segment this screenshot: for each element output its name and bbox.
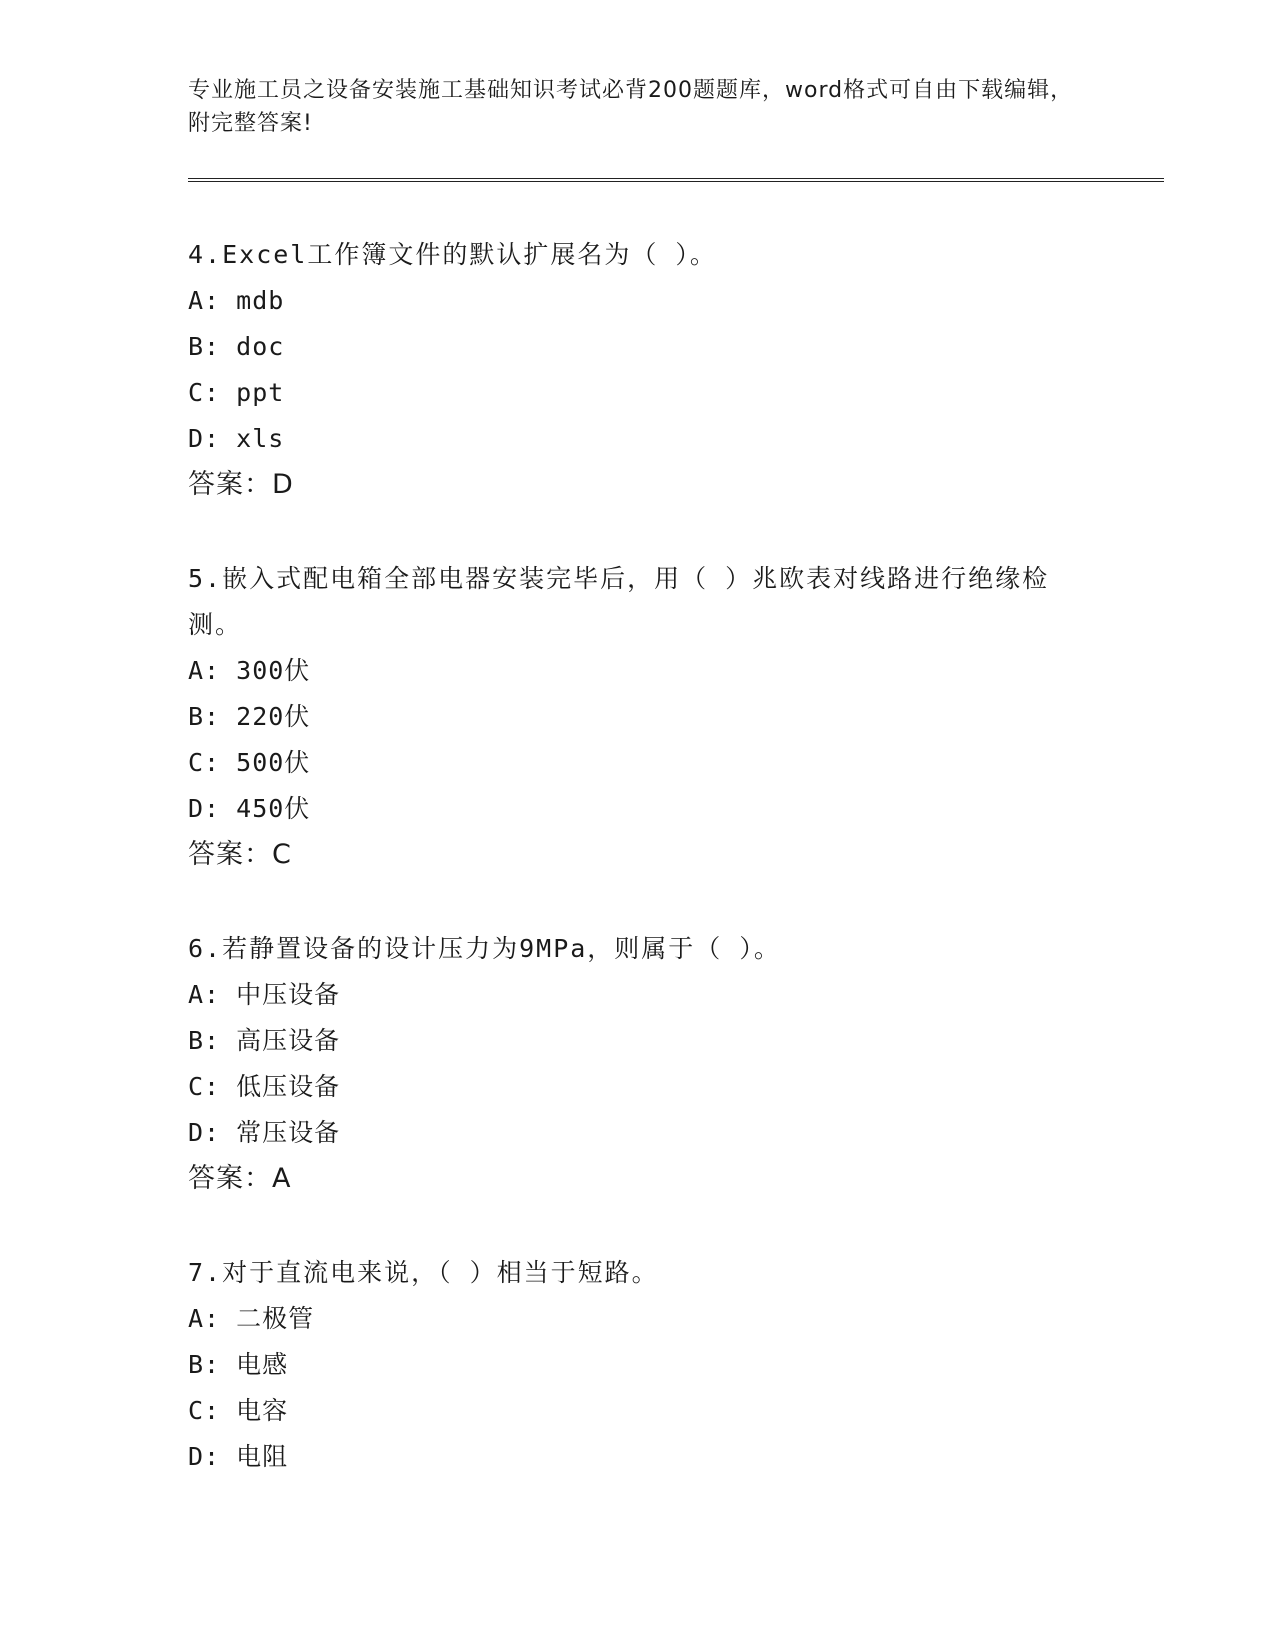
document-header [188,74,1088,140]
option-c: C: ppt [188,378,285,407]
question-5 [188,556,1088,878]
option-a: A: 中压设备 [188,980,341,1009]
question-text: 4.Excel工作簿文件的默认扩展名为（ ）。 [188,240,717,269]
option-b: B: 电感 [188,1350,289,1379]
answer: 答案：C [188,839,292,870]
option-b: B: 220伏 [188,702,311,731]
option-d: D: 电阻 [188,1442,289,1471]
question-text: 7.对于直流电来说，（ ）相当于短路。 [188,1258,659,1287]
header-title: 专业施工员之设备安装施工基础知识考试必背200题题库，word格式可自由下载编辑，附完整答案! [188,78,1074,136]
header-divider [188,178,1164,182]
question-4 [188,232,1088,508]
answer: 答案：A [188,1163,292,1194]
option-d: D: xls [188,424,285,453]
option-d: D: 450伏 [188,794,311,823]
question-text: 5.嵌入式配电箱全部电器安装完毕后，用（ ）兆欧表对线路进行绝缘检测。 [188,564,1050,639]
question-6 [188,926,1088,1202]
question-list [188,232,1088,1528]
option-d: D: 常压设备 [188,1118,341,1147]
option-b: B: doc [188,332,285,361]
option-c: C: 电容 [188,1396,289,1425]
option-b: B: 高压设备 [188,1026,341,1055]
option-a: A: 二极管 [188,1304,315,1333]
question-7 [188,1250,1088,1480]
question-text: 6.若静置设备的设计压力为9MPa，则属于（ ）。 [188,934,781,963]
option-a: A: mdb [188,286,285,315]
option-a: A: 300伏 [188,656,311,685]
option-c: C: 500伏 [188,748,311,777]
answer: 答案：D [188,469,294,500]
option-c: C: 低压设备 [188,1072,341,1101]
